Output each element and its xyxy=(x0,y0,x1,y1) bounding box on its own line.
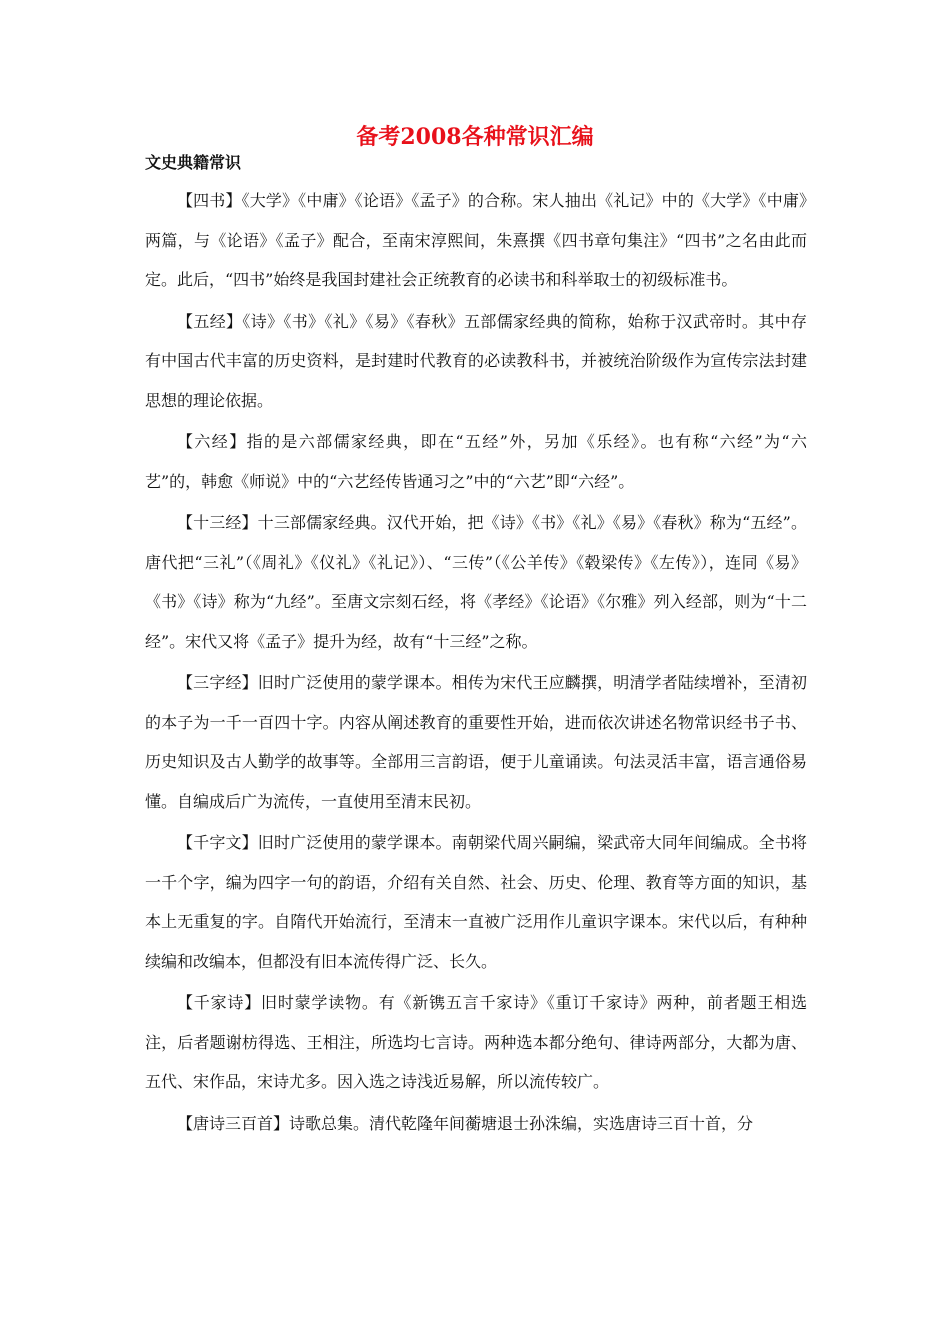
paragraph-shisanjing: 【十三经】十三部儒家经典。汉代开始，把《诗》《书》《礼》《易》《春秋》称为“五经”。唐代把“三礼”（《周礼》《仪礼》《礼记》）、“三传”（《公羊传》《毂梁传》《左传》），连同《易》《书》《诗》称为“九经”。至唐文宗刻石经，将《孝经》《论语》《尔雅》列入经部，则为“十二经”。宋代又将《孟子》提升为经，故有“十三经”之称。 xyxy=(145,513,807,651)
paragraph-liujing: 【六经】指的是六部儒家经典，即在“五经”外，另加《乐经》。也有称“六经”为“六艺”的，韩愈《师说》中的“六艺经传皆通习之”中的“六艺”即“六经”。 xyxy=(145,432,807,491)
document-body xyxy=(145,181,807,1145)
paragraph-wujing: 【五经】《诗》《书》《礼》《易》《春秋》五部儒家经典的简称，始称于汉武帝时。其中存有中国古代丰富的历史资料，是封建时代教育的必读教科书，并被统治阶级作为宣传宗法封建思想的理论依据。 xyxy=(145,311,807,410)
section-title: 文史典籍常识 xyxy=(145,153,242,172)
paragraph-qianjiashi: 【千家诗】旧时蒙学读物。有《新镌五言千家诗》《重订千家诗》两种，前者题王相选注，后者题谢枋得选、王相注，所选均七言诗。两种选本都分绝句、律诗两部分，大都为唐、五代、宋作品，宋诗尤多。因入选之诗浅近易解，所以流传较广。 xyxy=(145,993,807,1091)
paragraph-sanzijing: 【三字经】旧时广泛使用的蒙学课本。相传为宋代王应麟撰，明清学者陆续增补，至清初的本子为一千一百四十字。内容从阐述教育的重要性开始，进而依次讲述名物常识经书子书、历史知识及古人勤学的故事等。全部用三言韵语，便于儿童诵读。句法灵活丰富，语言通俗易懂。自编成后广为流传，一直使用至清末民初。 xyxy=(145,673,807,811)
paragraph-sishu: 【四书】《大学》《中庸》《论语》《孟子》的合称。宋人抽出《礼记》中的《大学》《中庸》两篇，与《论语》《孟子》配合，至南宋淳熙间，朱熹撰《四书章句集注》“四书”之名由此而定。此后，“四书”始终是我国封建社会正统教育的必读书和科举取士的初级标准书。 xyxy=(145,191,807,289)
document-title: 备考2008各种常识汇编 xyxy=(356,124,594,150)
paragraph-qianziwen: 【千字文】旧时广泛使用的蒙学课本。南朝梁代周兴嗣编，梁武帝大同年间编成。全书将一千个字，编为四字一句的韵语，介绍有关自然、社会、历史、伦理、教育等方面的知识，基本上无重复的字。自隋代开始流行，至清末一直被广泛用作儿童识字课本。宋代以后，有种种续编和改编本，但都没有旧本流传得广泛、长久。 xyxy=(145,833,807,971)
paragraph-tangshi: 【唐诗三百首】诗歌总集。清代乾隆年间蘅塘退士孙洙编，实选唐诗三百十首，分 xyxy=(177,1113,754,1133)
